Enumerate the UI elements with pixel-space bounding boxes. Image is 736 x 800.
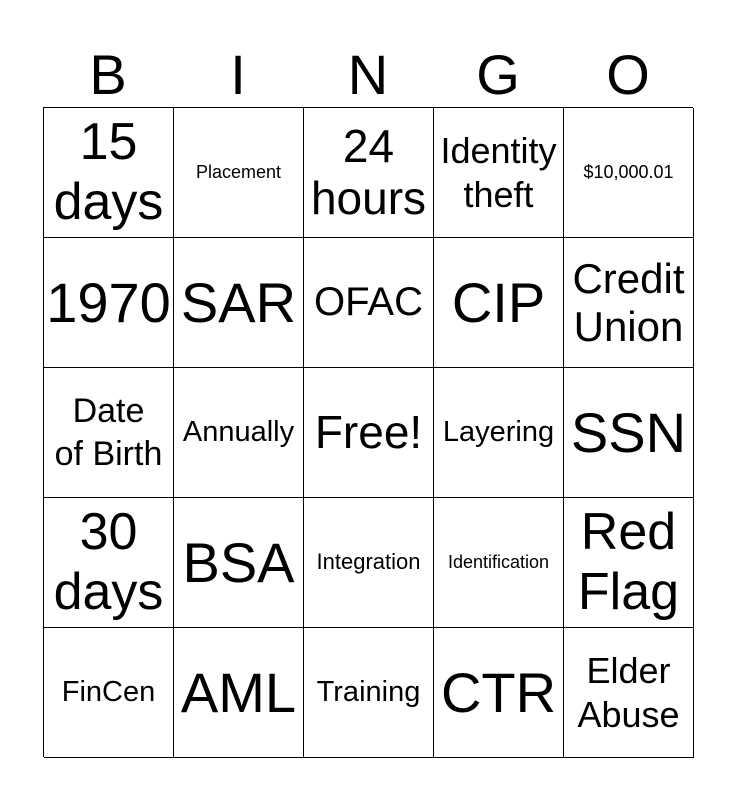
bingo-cell[interactable]: FinCen	[44, 628, 174, 758]
bingo-cell[interactable]: Identity theft	[434, 108, 564, 238]
bingo-cell[interactable]: BSA	[174, 498, 304, 628]
header-letter-b: B	[89, 43, 127, 106]
header-letter-g: G	[476, 43, 520, 106]
bingo-cell[interactable]: SAR	[174, 238, 304, 368]
bingo-cell[interactable]: Integration	[304, 498, 434, 628]
bingo-cell[interactable]: Date of Birth	[44, 368, 174, 498]
bingo-cell[interactable]: 15 days	[44, 108, 174, 238]
header-letter-i: I	[230, 43, 246, 106]
bingo-cell[interactable]: OFAC	[304, 238, 434, 368]
bingo-cell[interactable]: SSN	[564, 368, 694, 498]
bingo-cell[interactable]: AML	[174, 628, 304, 758]
bingo-cell[interactable]: Identification	[434, 498, 564, 628]
bingo-header	[43, 42, 693, 108]
bingo-cell[interactable]: CTR	[434, 628, 564, 758]
free-space[interactable]: Free!	[304, 368, 434, 498]
header-letter-o: O	[606, 43, 650, 106]
bingo-cell[interactable]: 24 hours	[304, 108, 434, 238]
bingo-cell[interactable]: Training	[304, 628, 434, 758]
bingo-cell[interactable]: Placement	[174, 108, 304, 238]
bingo-cell[interactable]: 1970	[44, 238, 174, 368]
bingo-cell[interactable]: Annually	[174, 368, 304, 498]
bingo-cell[interactable]: Credit Union	[564, 238, 694, 368]
bingo-cell[interactable]: Elder Abuse	[564, 628, 694, 758]
header-letter-n: N	[347, 43, 389, 106]
bingo-cell[interactable]: $10,000.01	[564, 108, 694, 238]
bingo-cell[interactable]: CIP	[434, 238, 564, 368]
bingo-cell[interactable]: Red Flag	[564, 498, 694, 628]
bingo-cell[interactable]: Layering	[434, 368, 564, 498]
bingo-cell[interactable]: 30 days	[44, 498, 174, 628]
bingo-grid	[43, 107, 693, 757]
